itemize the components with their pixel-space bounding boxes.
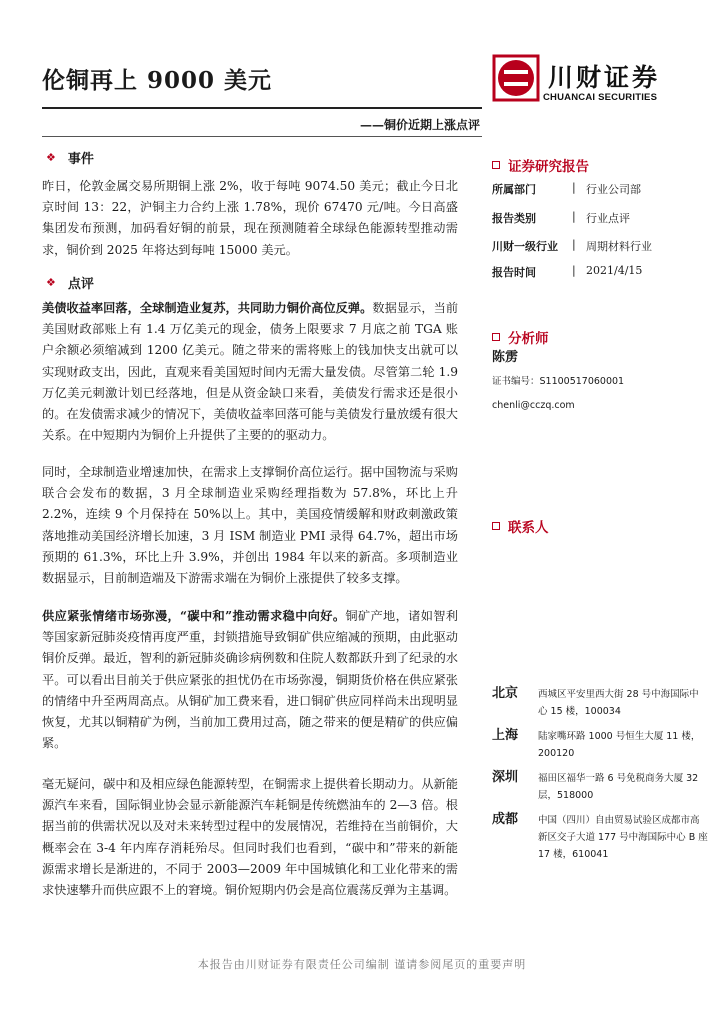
event-heading-label: 事件 [67, 152, 94, 167]
info-separator: | [572, 181, 576, 194]
info-value: 2021/4/15 [586, 264, 643, 277]
research-report-label: 证券研究报告 [508, 159, 589, 175]
analyst-name: 陈雳 [492, 350, 519, 365]
office-city-shanghai: 上海 [492, 728, 519, 743]
info-separator: | [572, 210, 576, 223]
footer-disclaimer: 本报告由川财证券有限责任公司编制 谨请参阅尾页的重要声明 [197, 958, 527, 971]
event-heading [46, 148, 94, 167]
comment-heading-label: 点评 [67, 277, 94, 292]
diamond-bullet-icon: ❖ [46, 151, 56, 164]
info-key: 报告类别 [492, 212, 536, 225]
square-bullet-icon [492, 161, 500, 169]
analyst-license: 证书编号：S1100517060001 [492, 376, 625, 387]
analyst-heading [492, 327, 549, 347]
info-key: 川财一级行业 [492, 240, 558, 253]
office-city-chengdu: 成都 [492, 812, 519, 827]
report-subtitle: ——铜价近期上涨点评 [359, 118, 480, 132]
office-address-chengdu: 中国（四川）自由贸易试验区成都市高新区交子大道 177 号中海国际中心 B 座 17 楼，610041 [538, 815, 708, 860]
info-row-date [492, 264, 692, 280]
paragraph-1-lead: 美债收益率回落，全球制造业复苏，共同助力铜价高位反弹。 [42, 301, 373, 315]
info-value: 行业点评 [586, 212, 630, 225]
comment-paragraph-3 [42, 606, 458, 754]
info-separator: | [572, 238, 576, 251]
report-title: 伦铜再上 9000 美元 [42, 67, 273, 94]
office-address-beijing: 西城区平安里西大街 28 号中海国际中心 15 楼，100034 [538, 689, 699, 717]
logo-english-name: CHUANCAI SECURITIES [543, 92, 658, 103]
info-row-industry [492, 238, 692, 254]
info-key: 报告时间 [492, 266, 536, 279]
paragraph-3-lead: 供应紧张情绪市场弥漫，“碳中和”推动需求稳中向好。 [42, 609, 346, 623]
office-address-shenzhen: 福田区福华一路 6 号免税商务大厦 32 层，518000 [538, 773, 699, 801]
comment-paragraph-1 [42, 298, 458, 446]
event-paragraph: 昨日，伦敦金属交易所期铜上涨 2%，收于每吨 9074.50 美元；截止今日北京时间 13：22，沪铜主力合约上涨 1.78%，现价 67470 元/吨。今日高盛集团发布预测，加码看好铜的前景，现在预测随着全球绿色能源转型推动需求，铜价到 2025 年将达到每吨 15000 美元。 [42, 179, 458, 257]
info-value: 行业公司部 [586, 183, 641, 196]
contact-heading [492, 516, 549, 536]
square-bullet-icon [492, 522, 500, 530]
info-value: 周期材料行业 [586, 240, 652, 253]
office-city-shenzhen: 深圳 [492, 770, 519, 785]
square-bullet-icon [492, 333, 500, 341]
header-divider [42, 107, 482, 109]
office-city-beijing: 北京 [492, 686, 519, 701]
info-key: 所属部门 [492, 183, 536, 196]
paragraph-1-body: 数据显示，当前美国财政部账上有 1.4 万亿美元的现金，债务上限要求 7 月底之前 TGA 账户余额必须缩减到 1200 亿美元。随之带来的需将账上的钱加快支出就可以实现财政支出，因此，直观来看美国短时间内无需大量发债。尽管第二轮 1.9 万亿美元刺激计划已经落地，但是从资金缺口来看，美债发行需求还是很小的。在发债需求减少的情况下，美债收益率回落可能与美债发行量放缓有很大关系。在中短期内为铜价上升提供了主要的的驱动力。 [42, 301, 459, 443]
diamond-bullet-icon: ❖ [46, 276, 56, 289]
analyst-email[interactable]: chenli@cczq.com [492, 400, 575, 411]
subtitle-divider [42, 136, 482, 137]
contact-heading-label: 联系人 [508, 520, 549, 536]
comment-paragraph-2: 同时，全球制造业增速加快，在需求上支撑铜价高位运行。据中国物流与采购联合会发布的数据，3 月全球制造业采购经理指数为 57.8%，环比上升 2.2%，连续 9 个月保持在 50%以上。其中，美国疫情缓解和财政刺激政策落地推动美国经济增长加速，3 月 ISM 制造业 PMI 录得 64.7%，超出市场预期的 61.3%，环比上升 3.9%，并创出 1984 年以来的新高。多项制造业数据显示，目前制造端及下游需求端在为铜价上涨提供了较多支撑。 [42, 465, 458, 586]
info-separator: | [572, 264, 576, 277]
paragraph-3-body: 铜矿产地，诸如智利等国家新冠肺炎疫情再度严重，封锁措施导致铜矿供应缩减的预期，由此驱动铜价反弹。最近，智利的新冠肺炎确诊病例数和住院人数都跃升到了纪录的水平。可以看出目前关于供应紧张的担忧仍在市场弥漫，铜期货价格在供应紧张的情绪中升至两周高点。从铜矿加工费来看，进口铜矿供应同样尚未出现明显恢复，尤其以铜精矿为例，当前加工费用过高，随之带来的便是精矿的供应偏紧。 [42, 609, 458, 751]
office-address-shanghai: 陆家嘴环路 1000 号恒生大厦 11 楼，200120 [538, 731, 701, 759]
info-row-department [492, 181, 692, 197]
info-row-category [492, 210, 692, 226]
logo-chinese-name: 川财证券 [548, 63, 661, 92]
analyst-heading-label: 分析师 [508, 331, 549, 347]
comment-heading [46, 273, 94, 292]
research-report-heading [492, 155, 589, 175]
comment-paragraph-4: 毫无疑问，碳中和及相应绿色能源转型，在铜需求上提供着长期动力。从新能源汽车来看，国际铜业协会显示新能源汽车耗铜是传统燃油车的 2—3 倍。根据当前的供需状况以及对未来转型过程中的发展情况，若维持在当前铜价，大概率会在 3-4 年内库存消耗殆尽。但同时我们也看到，“碳中和”带来的新能源需求增长是渐进的，不同于 2003—2009 年中国城镇化和工业化带来的需求快速攀升而供应跟不上的窘境。铜价短期内仍会是高位震荡反弹为主基调。 [42, 777, 458, 898]
